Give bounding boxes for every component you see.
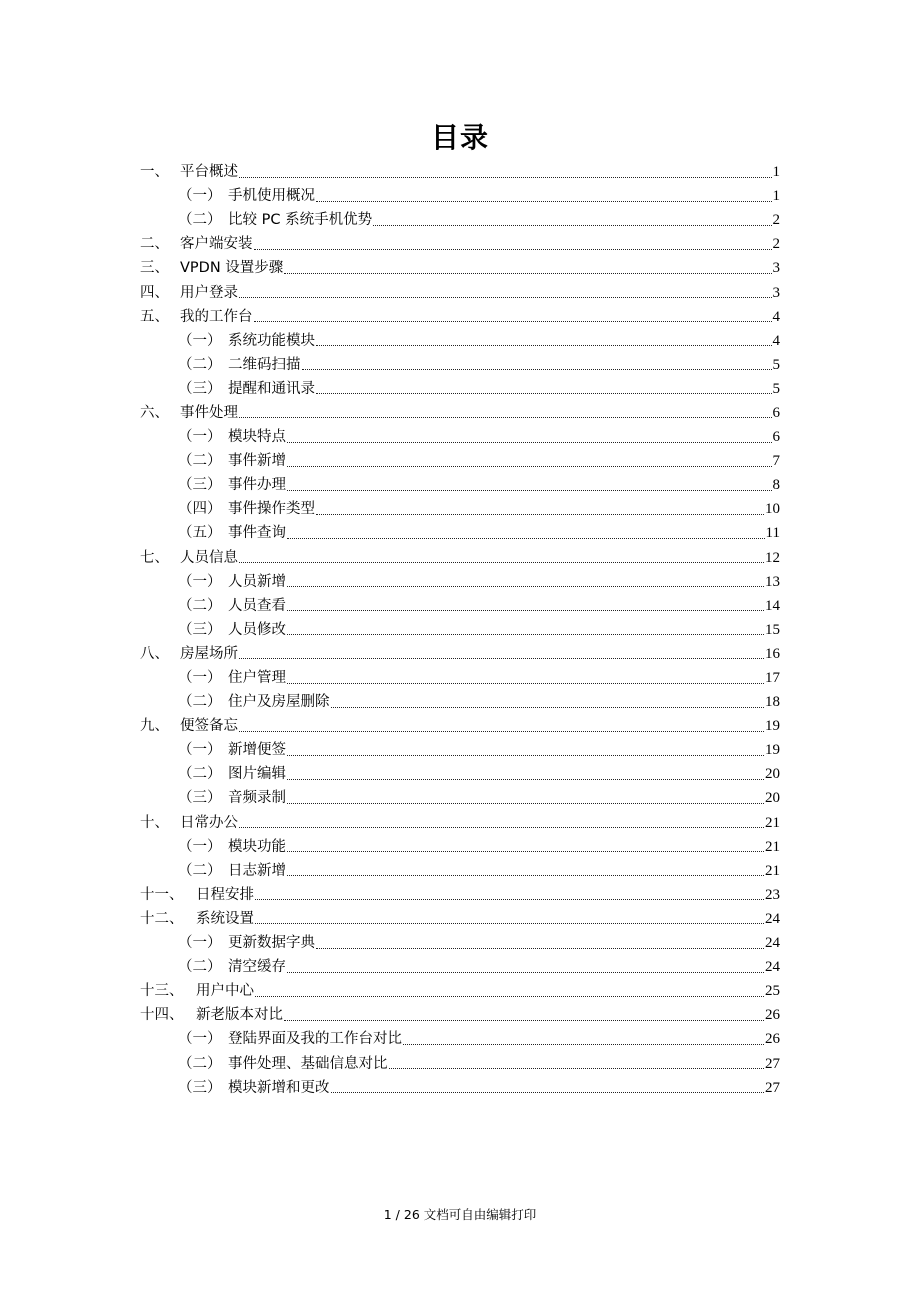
toc-entry-number: （一） bbox=[178, 838, 222, 855]
toc-entry-page-number: 4 bbox=[772, 332, 780, 349]
toc-dot-leader bbox=[239, 827, 764, 828]
toc-entry-label: 提醒和通讯录 bbox=[228, 380, 315, 397]
toc-entry-section[interactable] bbox=[140, 859, 780, 883]
toc-entry-page-number: 14 bbox=[765, 597, 780, 614]
toc-entry-page-number: 26 bbox=[765, 1007, 780, 1024]
toc-entry-label: 日志新增 bbox=[228, 862, 286, 879]
toc-dot-leader bbox=[239, 658, 764, 659]
toc-entry-section[interactable] bbox=[140, 955, 780, 979]
toc-entry-label: 人员信息 bbox=[180, 549, 238, 566]
toc-entry-chapter[interactable] bbox=[140, 979, 780, 1003]
toc-entry-label: 人员新增 bbox=[228, 573, 286, 590]
toc-entry-label: 人员查看 bbox=[228, 597, 286, 614]
toc-entry-number: 十三、 bbox=[140, 983, 184, 1000]
toc-entry-number: 六、 bbox=[140, 404, 169, 421]
toc-entry-number: （二） bbox=[178, 356, 222, 373]
toc-dot-leader bbox=[287, 972, 764, 973]
toc-dot-leader bbox=[331, 707, 765, 708]
toc-dot-leader bbox=[316, 393, 772, 394]
toc-dot-leader bbox=[287, 442, 772, 443]
toc-entry-section[interactable] bbox=[140, 618, 780, 642]
toc-dot-leader bbox=[287, 755, 764, 756]
toc-entry-number: （二） bbox=[178, 453, 222, 470]
toc-entry-section[interactable] bbox=[140, 449, 780, 473]
toc-entry-page-number: 11 bbox=[765, 525, 780, 542]
toc-dot-leader bbox=[287, 803, 764, 804]
toc-entry-chapter[interactable] bbox=[140, 811, 780, 835]
toc-entry-page-number: 15 bbox=[765, 621, 780, 638]
toc-entry-section[interactable] bbox=[140, 570, 780, 594]
toc-entry-number: （二） bbox=[178, 694, 222, 711]
toc-entry-label: 我的工作台 bbox=[180, 308, 253, 325]
toc-entry-number: （三） bbox=[178, 1079, 222, 1096]
toc-entry-number: （二） bbox=[178, 862, 222, 879]
toc-entry-section[interactable] bbox=[140, 208, 780, 232]
toc-entry-chapter[interactable] bbox=[140, 305, 780, 329]
toc-entry-section[interactable] bbox=[140, 1051, 780, 1075]
toc-entry-number: （二） bbox=[178, 959, 222, 976]
toc-entry-label: 平台概述 bbox=[180, 164, 238, 181]
toc-entry-label: 系统功能模块 bbox=[228, 332, 315, 349]
toc-entry-label: 房屋场所 bbox=[180, 645, 238, 662]
toc-entry-number: 七、 bbox=[140, 549, 169, 566]
toc-entry-section[interactable] bbox=[140, 738, 780, 762]
toc-entry-page-number: 2 bbox=[772, 236, 780, 253]
toc-dot-leader bbox=[255, 923, 764, 924]
toc-entry-chapter[interactable] bbox=[140, 883, 780, 907]
toc-dot-leader bbox=[287, 634, 764, 635]
toc-dot-leader bbox=[255, 996, 764, 997]
toc-entry-page-number: 19 bbox=[765, 742, 780, 759]
toc-entry-number: （一） bbox=[178, 670, 222, 687]
toc-entry-page-number: 8 bbox=[772, 477, 780, 494]
toc-entry-label: 图片编辑 bbox=[228, 766, 286, 783]
toc-dot-leader bbox=[403, 1044, 764, 1045]
toc-entry-label: 新老版本对比 bbox=[196, 1007, 283, 1024]
toc-entry-number: 五、 bbox=[140, 308, 169, 325]
toc-entry-section[interactable] bbox=[140, 1076, 780, 1100]
toc-entry-number: 四、 bbox=[140, 284, 169, 301]
toc-entry-section[interactable] bbox=[140, 425, 780, 449]
toc-entry-section[interactable] bbox=[140, 329, 780, 353]
toc-entry-label: 日程安排 bbox=[196, 886, 254, 903]
toc-entry-chapter[interactable] bbox=[140, 907, 780, 931]
toc-entry-number: （二） bbox=[178, 212, 222, 229]
toc-entry-number: 十二、 bbox=[140, 910, 184, 927]
toc-entry-label: 音频录制 bbox=[228, 790, 286, 807]
toc-entry-page-number: 6 bbox=[772, 429, 780, 446]
toc-entry-page-number: 4 bbox=[772, 308, 780, 325]
toc-dot-leader bbox=[284, 273, 771, 274]
toc-entry-page-number: 21 bbox=[765, 838, 780, 855]
toc-entry-number: （五） bbox=[178, 525, 222, 542]
toc-entry-number: 一、 bbox=[140, 164, 169, 181]
toc-dot-leader bbox=[287, 610, 764, 611]
toc-dot-leader bbox=[287, 875, 764, 876]
toc-entry-number: （一） bbox=[178, 573, 222, 590]
toc-entry-section[interactable] bbox=[140, 835, 780, 859]
toc-entry-section[interactable] bbox=[140, 690, 780, 714]
toc-entry-label: 比较 PC 系统手机优势 bbox=[228, 212, 373, 229]
toc-entry-number: （四） bbox=[178, 501, 222, 518]
toc-entry-page-number: 20 bbox=[765, 766, 780, 783]
toc-entry-label: 系统设置 bbox=[196, 910, 254, 927]
toc-entry-section[interactable] bbox=[140, 594, 780, 618]
toc-entry-page-number: 18 bbox=[765, 694, 780, 711]
toc-entry-label: 二维码扫描 bbox=[228, 356, 301, 373]
toc-entry-chapter[interactable] bbox=[140, 280, 780, 304]
toc-entry-label: 事件处理 bbox=[180, 404, 238, 421]
toc-entry-number: （一） bbox=[178, 935, 222, 952]
toc-entry-label: VPDN 设置步骤 bbox=[180, 260, 284, 277]
toc-entry-page-number: 19 bbox=[765, 718, 780, 735]
toc-entry-section[interactable] bbox=[140, 377, 780, 401]
toc-dot-leader bbox=[316, 345, 772, 346]
toc-entry-page-number: 3 bbox=[772, 284, 780, 301]
toc-entry-page-number: 24 bbox=[765, 959, 780, 976]
toc-entry-number: 二、 bbox=[140, 236, 169, 253]
toc-entry-label: 便签备忘 bbox=[180, 718, 238, 735]
toc-entry-number: （三） bbox=[178, 380, 222, 397]
toc-dot-leader bbox=[239, 177, 772, 178]
toc-entry-section[interactable] bbox=[140, 497, 780, 521]
toc-entry-number: （一） bbox=[178, 188, 222, 205]
toc-dot-leader bbox=[239, 297, 772, 298]
toc-entry-page-number: 16 bbox=[765, 645, 780, 662]
toc-entry-page-number: 12 bbox=[765, 549, 780, 566]
toc-entry-section[interactable] bbox=[140, 473, 780, 497]
toc-entry-page-number: 17 bbox=[765, 670, 780, 687]
toc-dot-leader bbox=[287, 538, 765, 539]
toc-dot-leader bbox=[284, 1020, 764, 1021]
toc-entry-page-number: 7 bbox=[772, 453, 780, 470]
toc-entry-page-number: 1 bbox=[772, 164, 780, 181]
toc-dot-leader bbox=[287, 851, 764, 852]
toc-entry-section[interactable] bbox=[140, 666, 780, 690]
toc-entry-section[interactable] bbox=[140, 521, 780, 545]
toc-entry-section[interactable] bbox=[140, 184, 780, 208]
toc-entry-page-number: 25 bbox=[765, 983, 780, 1000]
toc-dot-leader bbox=[287, 490, 772, 491]
toc-dot-leader bbox=[239, 731, 764, 732]
toc-entry-page-number: 24 bbox=[765, 910, 780, 927]
toc-dot-leader bbox=[287, 683, 764, 684]
toc-entry-section[interactable] bbox=[140, 1027, 780, 1051]
toc-dot-leader bbox=[373, 225, 771, 226]
toc-entry-page-number: 3 bbox=[772, 260, 780, 277]
toc-entry-number: （一） bbox=[178, 332, 222, 349]
toc-entry-page-number: 23 bbox=[765, 886, 780, 903]
toc-entry-number: 十、 bbox=[140, 814, 169, 831]
toc-dot-leader bbox=[389, 1068, 765, 1069]
toc-entry-chapter[interactable] bbox=[140, 256, 780, 280]
toc-entry-page-number: 20 bbox=[765, 790, 780, 807]
toc-entry-number: （二） bbox=[178, 766, 222, 783]
toc-entry-label: 用户登录 bbox=[180, 284, 238, 301]
toc-entry-page-number: 2 bbox=[772, 212, 780, 229]
toc-entry-section[interactable] bbox=[140, 353, 780, 377]
toc-entry-label: 事件查询 bbox=[228, 525, 286, 542]
toc-entry-section[interactable] bbox=[140, 931, 780, 955]
toc-entry-page-number: 10 bbox=[765, 501, 780, 518]
toc-entry-page-number: 21 bbox=[765, 862, 780, 879]
toc-dot-leader bbox=[254, 249, 772, 250]
toc-entry-label: 模块特点 bbox=[228, 429, 286, 446]
toc-entry-number: （一） bbox=[178, 429, 222, 446]
toc-entry-label: 模块新增和更改 bbox=[228, 1079, 330, 1096]
toc-entry-label: 事件操作类型 bbox=[228, 501, 315, 518]
toc-entry-number: （一） bbox=[178, 1031, 222, 1048]
toc-entry-number: （一） bbox=[178, 742, 222, 759]
toc-dot-leader bbox=[331, 1092, 765, 1093]
toc-dot-leader bbox=[239, 417, 772, 418]
toc-entry-number: （二） bbox=[178, 1055, 222, 1072]
toc-entry-label: 住户及房屋删除 bbox=[228, 694, 330, 711]
toc-entry-label: 手机使用概况 bbox=[228, 188, 315, 205]
toc-entry-label: 模块功能 bbox=[228, 838, 286, 855]
toc-dot-leader bbox=[316, 201, 772, 202]
toc-entry-label: 日常办公 bbox=[180, 814, 238, 831]
toc-entry-label: 事件新增 bbox=[228, 453, 286, 470]
toc-entry-label: 登陆界面及我的工作台对比 bbox=[228, 1031, 402, 1048]
toc-entry-chapter[interactable] bbox=[140, 232, 780, 256]
toc-entry-label: 事件办理 bbox=[228, 477, 286, 494]
toc-entry-section[interactable] bbox=[140, 786, 780, 810]
page-title: 目录 bbox=[430, 121, 489, 154]
toc-entry-label: 清空缓存 bbox=[228, 959, 286, 976]
toc-entry-page-number: 24 bbox=[765, 935, 780, 952]
toc-entry-label: 新增便签 bbox=[228, 742, 286, 759]
toc-dot-leader bbox=[302, 369, 772, 370]
toc-entry-page-number: 27 bbox=[765, 1079, 780, 1096]
page-footer: 1 / 26 文档可自由编辑打印 bbox=[383, 1207, 537, 1222]
toc-entry-number: 三、 bbox=[140, 260, 169, 277]
toc-dot-leader bbox=[287, 466, 772, 467]
toc-entry-label: 用户中心 bbox=[196, 983, 254, 1000]
toc-entry-label: 住户管理 bbox=[228, 670, 286, 687]
toc-entry-section[interactable] bbox=[140, 762, 780, 786]
toc-entry-number: （三） bbox=[178, 790, 222, 807]
toc-entry-chapter[interactable] bbox=[140, 1003, 780, 1027]
toc-entry-chapter[interactable] bbox=[140, 546, 780, 570]
toc-entry-number: （三） bbox=[178, 477, 222, 494]
toc-dot-leader bbox=[239, 562, 764, 563]
toc-dot-leader bbox=[287, 586, 764, 587]
toc-dot-leader bbox=[255, 899, 764, 900]
toc-entry-chapter[interactable] bbox=[140, 160, 780, 184]
toc-entry-number: 十一、 bbox=[140, 886, 184, 903]
toc-dot-leader bbox=[316, 948, 764, 949]
toc-entry-page-number: 1 bbox=[772, 188, 780, 205]
toc-dot-leader bbox=[254, 321, 772, 322]
toc-entry-page-number: 5 bbox=[772, 380, 780, 397]
toc-entry-chapter[interactable] bbox=[140, 401, 780, 425]
toc-entry-number: 九、 bbox=[140, 718, 169, 735]
toc-entry-number: （二） bbox=[178, 597, 222, 614]
toc-entry-number: 十四、 bbox=[140, 1007, 184, 1024]
toc-dot-leader bbox=[287, 779, 764, 780]
toc-entry-label: 客户端安装 bbox=[180, 236, 253, 253]
toc-entry-page-number: 13 bbox=[765, 573, 780, 590]
toc-entry-page-number: 26 bbox=[765, 1031, 780, 1048]
toc-entry-label: 更新数据字典 bbox=[228, 935, 315, 952]
toc-entry-page-number: 6 bbox=[772, 404, 780, 421]
table-of-contents bbox=[140, 160, 780, 1100]
toc-entry-number: 八、 bbox=[140, 645, 169, 662]
toc-entry-label: 事件处理、基础信息对比 bbox=[228, 1055, 388, 1072]
toc-entry-page-number: 27 bbox=[765, 1055, 780, 1072]
toc-dot-leader bbox=[316, 514, 764, 515]
toc-entry-label: 人员修改 bbox=[228, 621, 286, 638]
toc-entry-number: （三） bbox=[178, 621, 222, 638]
toc-entry-page-number: 21 bbox=[765, 814, 780, 831]
toc-entry-chapter[interactable] bbox=[140, 714, 780, 738]
toc-entry-page-number: 5 bbox=[772, 356, 780, 373]
toc-entry-chapter[interactable] bbox=[140, 642, 780, 666]
